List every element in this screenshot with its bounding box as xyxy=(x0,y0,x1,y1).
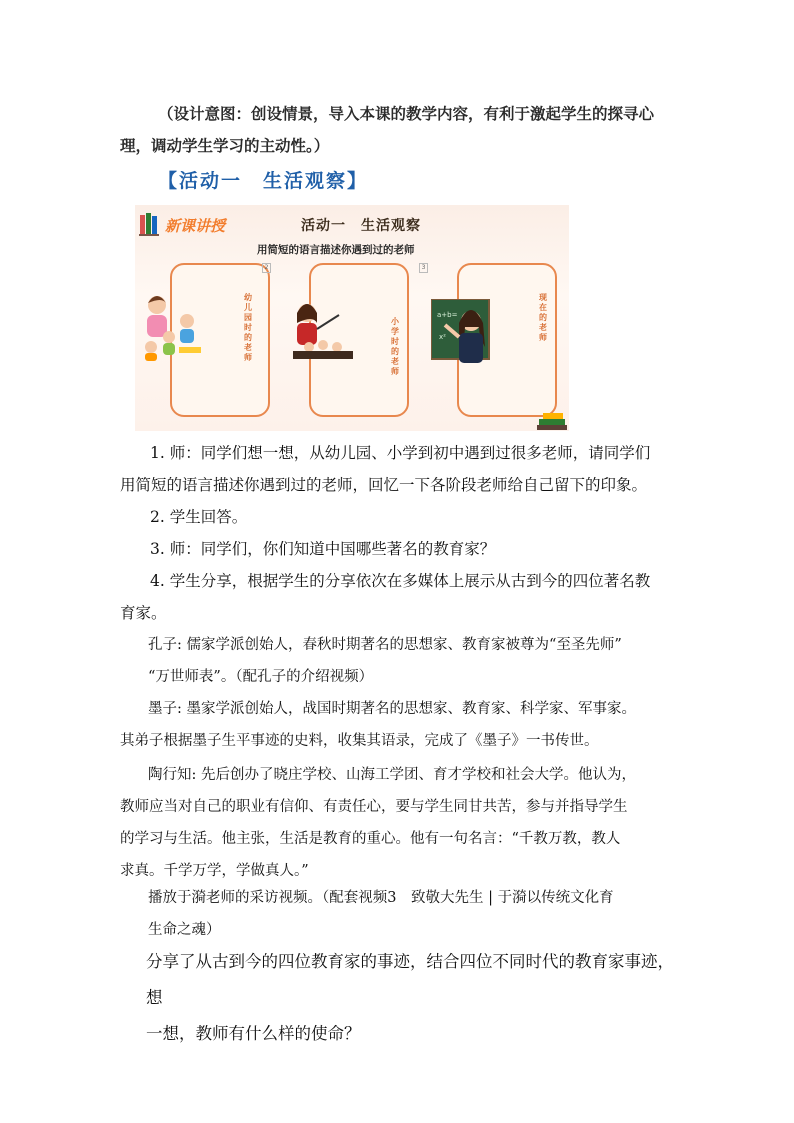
tao-line4: 求真。千学万学，学做真人。” xyxy=(120,863,309,879)
books-icon xyxy=(139,211,161,237)
closing-paragraph xyxy=(120,944,676,1052)
card-current-label: 现在的老师 xyxy=(539,293,547,342)
mozi-line2: 其弟子根据墨子生平事迹的史料，收集其语录，完成了《墨子》一书传世。 xyxy=(120,733,599,749)
kongzi-line1: 孔子: 儒家学派创始人，春秋时期著名的思想家、教育家被尊为“至圣先师” xyxy=(148,637,622,653)
tao-line3: 的学习与生活。他主张，生活是教育的重心。他有一句名言：“千教万教，教人 xyxy=(120,831,621,847)
slide-number-2: 2 xyxy=(262,263,271,273)
design-intent xyxy=(120,98,676,162)
kindergarten-illustration xyxy=(139,291,205,361)
kongzi-line2: “万世师表”。（配孔子的介绍视频） xyxy=(148,669,374,685)
item-4 xyxy=(120,565,676,629)
slide-subtitle: 用简短的语言描述你遇到过的老师 xyxy=(257,244,415,256)
corner-books-icon xyxy=(537,409,567,431)
item-1-line1: 1. 师：同学们想一想，从幼儿园、小学到初中遇到过很多老师，请同学们 xyxy=(150,444,651,462)
item-1 xyxy=(120,437,676,501)
svg-text:a+b=: a+b= xyxy=(437,311,458,319)
lesson-slide-image xyxy=(135,205,569,431)
item-4-line2: 育家。 xyxy=(120,604,167,622)
primary-teacher-illustration xyxy=(287,301,359,361)
item-4-line1: 4. 学生分享，根据学生的分享依次在多媒体上展示从古到今的四位著名教 xyxy=(150,572,651,590)
activity-heading: 【活动一 生活观察】 xyxy=(158,170,369,192)
yu-paragraph xyxy=(120,882,676,946)
design-intent-line1: （设计意图：创设情景，导入本课的教学内容，有利于激起学生的探寻心 xyxy=(158,104,655,123)
current-teacher-illustration xyxy=(431,299,501,367)
slide-badge: 新课讲授 xyxy=(165,217,226,235)
mozi-line1: 墨子: 墨家学派创始人，战国时期著名的思想家、教育家、科学家、军事家。 xyxy=(148,701,636,717)
card-kindergarten-label: 幼儿园时的老师 xyxy=(244,293,252,362)
tao-line2: 教师应当对自己的职业有信仰、有责任心，要与学生同甘共苦，参与并指导学生 xyxy=(120,799,628,815)
item-3: 3. 师：同学们，你们知道中国哪些著名的教育家？ xyxy=(150,540,496,558)
slide-title: 活动一 生活观察 xyxy=(301,218,421,234)
tao-line1: 陶行知: 先后创办了晓庄学校、山海工学团、育才学校和社会大学。他认为， xyxy=(148,767,636,783)
card-primary-label: 小学时的老师 xyxy=(391,317,399,376)
kongzi-paragraph xyxy=(120,629,676,693)
mozi-paragraph xyxy=(120,693,676,757)
item-2: 2. 学生回答。 xyxy=(150,508,248,526)
item-1-line2: 用简短的语言描述你遇到过的老师，回忆一下各阶段老师给自己留下的印象。 xyxy=(120,476,648,494)
closing-line2: 一想，教师有什么样的使命？ xyxy=(146,1024,361,1043)
yu-line1: 播放于漪老师的采访视频。（配套视频3 致敬大先生 | 于漪以传统文化育 xyxy=(148,890,614,906)
closing-line1: 分享了从古到今的四位教育家的事迹，结合四位不同时代的教育家事迹，想 xyxy=(146,952,674,1007)
svg-text:x²: x² xyxy=(439,333,446,341)
tao-paragraph xyxy=(120,759,676,887)
yu-line2: 生命之魂） xyxy=(148,922,221,938)
design-intent-line2: 理，调动学生学习的主动性。） xyxy=(120,136,330,155)
slide-number-3: 3 xyxy=(419,263,428,273)
